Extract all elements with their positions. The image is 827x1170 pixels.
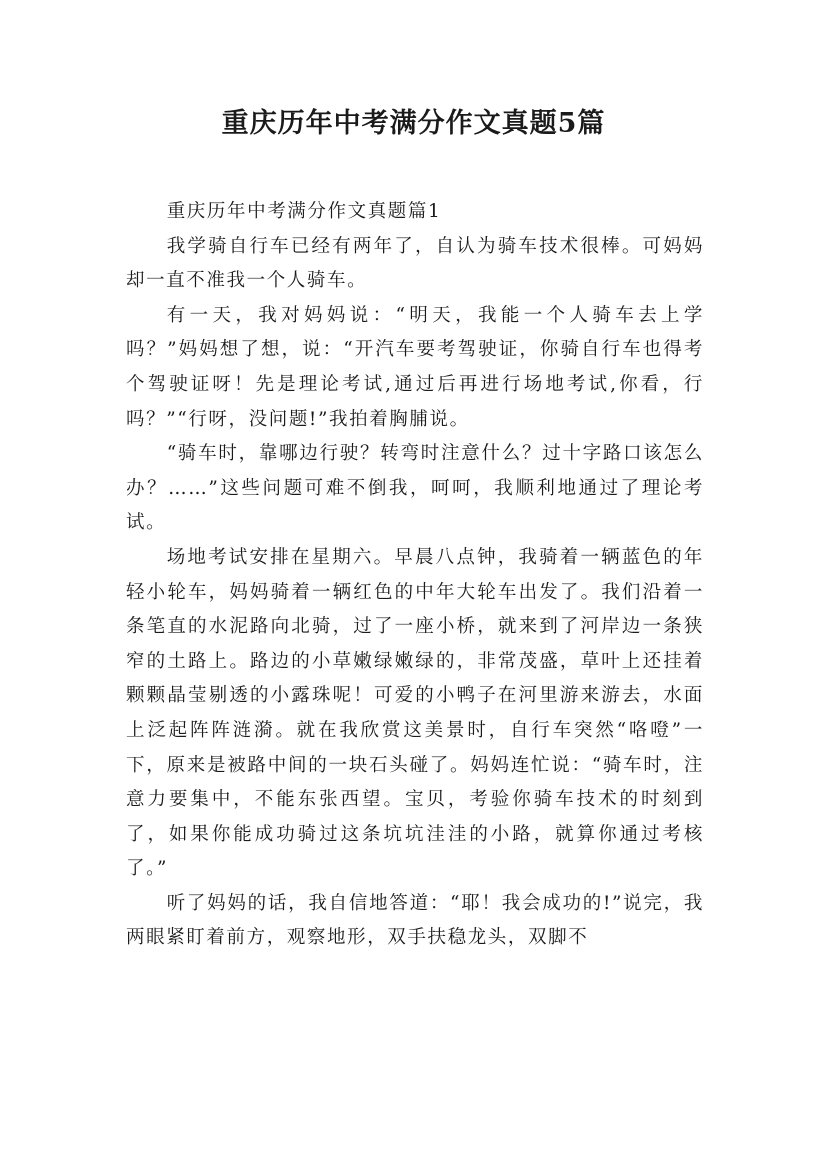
section-heading: 重庆历年中考满分作文真题篇1 [166, 201, 442, 222]
paragraph-5: 听了妈妈的话，我自信地答道：“耶！我会成功的!”说完，我两眼紧盯着前方，观察地形，双手扶稳龙头，双脚不 [126, 892, 704, 949]
document-title: 重庆历年中考满分作文真题5篇 [221, 108, 606, 139]
paragraph-2: 有一天，我对妈妈说：“明天，我能一个人骑车去上学吗？”妈妈想了想，说：“开汽车要考驾驶证，你骑自行车也得考个驾驶证呀！先是理论考试,通过后再进行场地考试,你看，行吗？”“行呀，没问题!”我拍着胸脯说。 [126, 304, 704, 430]
paragraph-1: 我学骑自行车已经有两年了，自认为骑车技术很棒。可妈妈却一直不准我一个人骑车。 [126, 235, 704, 292]
document-body [126, 195, 704, 956]
paragraph-3: “骑车时，靠哪边行驶？转弯时注意什么？过十字路口该怎么办？……”这些问题可难不倒我，呵呵，我顺利地通过了理论考试。 [126, 443, 704, 534]
paragraph-4: 场地考试安排在星期六。早晨八点钟，我骑着一辆蓝色的年轻小轮车，妈妈骑着一辆红色的中年大轮车出发了。我们沿着一条笔直的水泥路向北骑，过了一座小桥，就来到了河岸边一条狭窄的土路上。路边的小草嫩绿嫩绿的，非常茂盛，草叶上还挂着颗颗晶莹剔透的小露珠呢！可爱的小鸭子在河里游来游去，水面上泛起阵阵涟漪。就在我欣赏这美景时，自行车突然“咯噔”一下，原来是被路中间的一块石头碰了。妈妈连忙说：“骑车时，注意力要集中，不能东张西望。宝贝，考验你骑车技术的时刻到了，如果你能成功骑过这条坑坑洼洼的小路，就算你通过考核了。” [126, 546, 704, 880]
